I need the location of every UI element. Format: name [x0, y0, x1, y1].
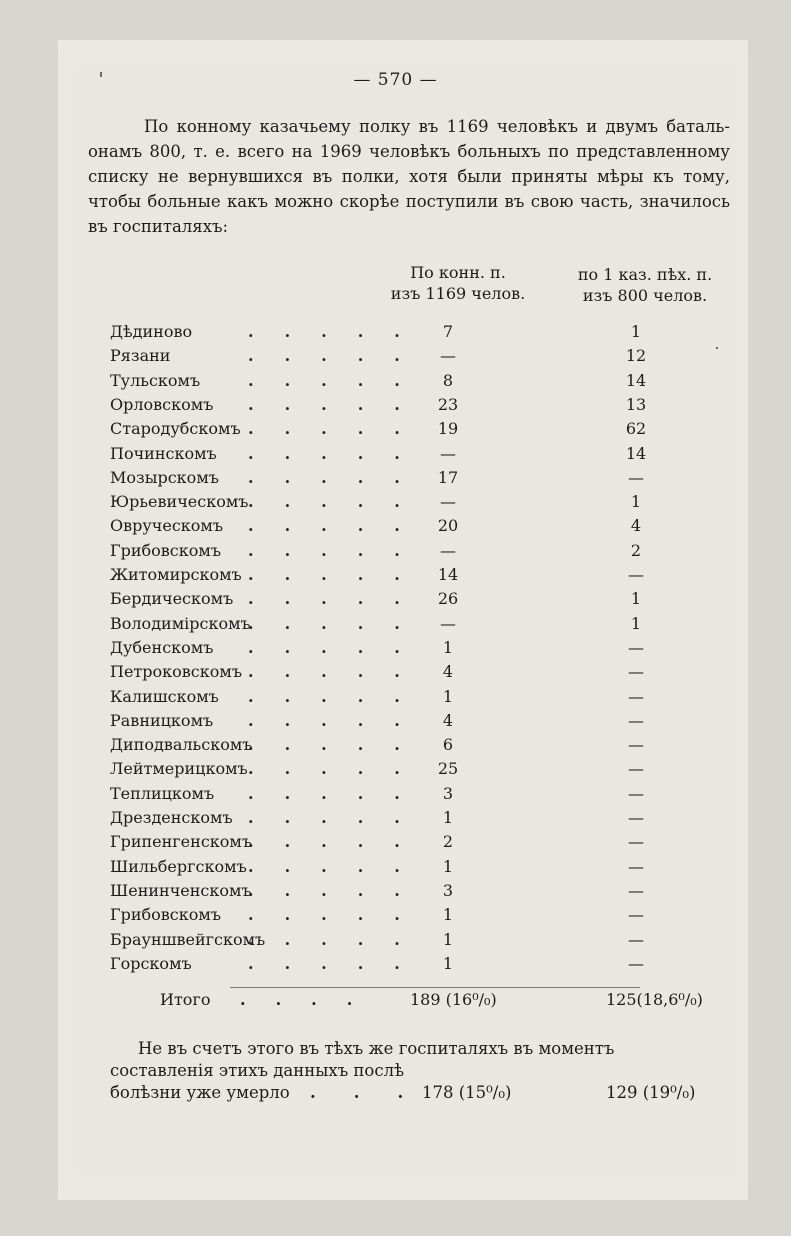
row-infantry-value: —: [628, 662, 644, 682]
table-row: [0, 563, 791, 587]
table-row: [0, 344, 791, 368]
row-dots: .....: [248, 492, 431, 512]
row-infantry-value: 1: [630, 613, 642, 633]
row-cavalry-value: 20: [437, 516, 459, 536]
row-dots: .....: [248, 759, 431, 779]
table-row: [0, 466, 791, 490]
table-row: [0, 757, 791, 781]
table-row: [0, 612, 791, 636]
table-row: [0, 733, 791, 757]
row-city: Дубенскомъ: [110, 637, 214, 657]
row-infantry-value: —: [628, 905, 644, 925]
column-header-cavalry: [368, 262, 548, 304]
row-cavalry-value: —: [440, 346, 456, 366]
row-infantry-value: 1: [630, 492, 642, 512]
row-city: Грибовскомъ: [110, 540, 221, 560]
column-header-infantry-line1: по 1 каз. пѣх. п.: [577, 265, 713, 284]
table-row: [0, 685, 791, 709]
row-infantry-value: —: [628, 710, 644, 730]
row-infantry-value: —: [628, 856, 644, 876]
row-dots: .....: [248, 419, 431, 439]
row-cavalry-value: 2: [442, 832, 454, 852]
table-row: [0, 490, 791, 514]
row-infantry-value: —: [628, 759, 644, 779]
row-cavalry-value: 1: [442, 929, 454, 949]
row-infantry-value: 14: [625, 370, 647, 390]
row-city: Равницкомъ: [110, 710, 214, 730]
row-city: Рязани: [110, 346, 171, 366]
row-infantry-value: —: [628, 953, 644, 973]
table-row: [0, 830, 791, 854]
table-row: [0, 514, 791, 538]
row-dots: .....: [248, 540, 431, 560]
row-city: Володимiрскомъ: [110, 613, 251, 633]
row-cavalry-value: 8: [442, 370, 454, 390]
row-dots: .....: [248, 686, 431, 706]
table-row: [0, 879, 791, 903]
died-infantry: 129 (19⁰/₀): [606, 1083, 696, 1102]
row-cavalry-value: 1: [442, 808, 454, 827]
row-infantry-value: —: [628, 880, 644, 900]
row-city: Диподвальскомъ: [110, 735, 253, 755]
row-cavalry-value: 1: [442, 905, 454, 925]
row-cavalry-value: 4: [442, 662, 454, 682]
table-row: [0, 587, 791, 611]
row-dots: .....: [248, 467, 431, 487]
row-city: Тульскомъ: [110, 370, 201, 390]
died-dots: ...: [310, 1083, 442, 1102]
row-dots: .....: [248, 953, 431, 973]
row-cavalry-value: —: [440, 492, 456, 512]
row-city: Починскомъ: [110, 443, 217, 463]
row-dots: .....: [248, 856, 431, 876]
row-city: Шенинченскомъ: [110, 880, 252, 900]
row-cavalry-value: 1: [442, 953, 454, 973]
row-infantry-value: 1: [630, 589, 642, 609]
row-cavalry-value: 25: [437, 759, 459, 779]
table-row: [0, 855, 791, 879]
table-row: [0, 782, 791, 806]
table-row: [0, 806, 791, 830]
row-infantry-value: —: [628, 686, 644, 706]
row-city: Грипенгенскомъ: [110, 832, 253, 852]
died-cavalry: 178 (15⁰/₀): [422, 1083, 512, 1102]
table-row: [0, 393, 791, 417]
column-header-cavalry-line1: По конн. п.: [410, 263, 506, 282]
row-infantry-value: —: [628, 467, 644, 487]
after-text: Не въ счетъ этого въ тѣхъ же госпиталяхъ въ моментъ составленія этихъ данныхъ послѣ: [110, 1039, 615, 1080]
table-row: [0, 952, 791, 976]
row-cavalry-value: 26: [437, 589, 459, 609]
row-dots: .....: [248, 516, 431, 536]
row-city: Мозырскомъ: [110, 467, 219, 487]
row-dots: .....: [248, 443, 431, 463]
row-dots: .....: [248, 880, 431, 900]
table-row: [0, 369, 791, 393]
scan-speck: [100, 72, 102, 77]
row-infantry-value: —: [628, 929, 644, 949]
row-infantry-value: 14: [625, 443, 647, 463]
row-dots: .....: [248, 735, 431, 755]
row-city: Стародубскомъ: [110, 419, 241, 439]
scan-speck: [716, 347, 718, 349]
row-infantry-value: —: [628, 565, 644, 584]
row-city: Овруческомъ: [110, 516, 224, 536]
row-dots: .....: [248, 589, 431, 609]
row-cavalry-value: —: [440, 443, 456, 463]
row-infantry-value: 4: [630, 516, 642, 536]
row-dots: .....: [248, 346, 431, 366]
row-city: Орловскомъ: [110, 394, 214, 414]
row-cavalry-value: 23: [437, 394, 459, 414]
row-dots: .....: [248, 662, 431, 682]
row-cavalry-value: 6: [442, 735, 454, 755]
row-city: Горскомъ: [110, 953, 192, 973]
row-cavalry-value: 3: [442, 783, 454, 803]
row-cavalry-value: 19: [437, 419, 459, 439]
row-city: Брауншвейгскомъ: [110, 929, 266, 949]
row-city: Петроковскомъ: [110, 662, 243, 682]
row-infantry-value: —: [628, 637, 644, 657]
row-city: Теплицкомъ: [110, 783, 215, 803]
column-header-infantry: [550, 264, 740, 306]
row-city: Бердическомъ: [110, 589, 234, 609]
row-cavalry-value: 3: [442, 880, 454, 900]
row-dots: .....: [248, 905, 431, 925]
row-cavalry-value: 14: [437, 565, 459, 584]
row-infantry-value: 1: [630, 322, 642, 341]
row-cavalry-value: 4: [442, 710, 454, 730]
row-dots: .....: [248, 929, 431, 949]
column-header-cavalry-line2: изъ 1169 челов.: [390, 284, 526, 303]
row-dots: .....: [248, 808, 431, 827]
row-cavalry-value: 7: [442, 322, 454, 341]
died-label: болѣзни уже умерло: [110, 1083, 290, 1102]
row-dots: .....: [248, 832, 431, 852]
row-city: Житомирскомъ: [110, 565, 242, 584]
row-dots: .....: [248, 370, 431, 390]
total-infantry: 125(18,6⁰/₀): [606, 990, 703, 1009]
row-dots: .....: [248, 565, 431, 584]
row-cavalry-value: —: [440, 540, 456, 560]
column-header-infantry-line2: изъ 800 челов.: [582, 286, 708, 305]
table-row: [0, 709, 791, 733]
total-dots: ....: [240, 990, 383, 1009]
row-cavalry-value: 17: [437, 467, 459, 487]
row-city: Грибовскомъ: [110, 905, 221, 925]
row-dots: .....: [248, 613, 431, 633]
row-infantry-value: —: [628, 832, 644, 852]
table-row: [0, 417, 791, 441]
row-infantry-value: 62: [625, 419, 647, 439]
table-row: [0, 660, 791, 684]
total-cavalry: 189 (16⁰/₀): [410, 990, 497, 1009]
total-label: Итого: [160, 990, 211, 1009]
table-row: [0, 539, 791, 563]
row-infantry-value: 12: [625, 346, 647, 366]
row-dots: .....: [248, 637, 431, 657]
row-city: Шильбергскомъ: [110, 856, 247, 876]
row-city: Дѣдиново: [110, 322, 193, 341]
row-infantry-value: 2: [630, 540, 642, 560]
table-row: [0, 928, 791, 952]
row-dots: .....: [248, 783, 431, 803]
row-infantry-value: —: [628, 783, 644, 803]
row-cavalry-value: 1: [442, 856, 454, 876]
row-infantry-value: —: [628, 735, 644, 755]
row-dots: .....: [248, 710, 431, 730]
intro-paragraph: По конному казачьему полку въ 1169 человѣкъ и двумъ батальонамъ 800, т. е. всего на 1969 человѣкъ больныхъ по представленному списку не вернувшихся въ полки, хотя были приняты мѣры къ тому, чтобы больные какъ можно скорѣе поступили въ свою часть, значилось въ госпиталяхъ:: [88, 117, 730, 236]
row-cavalry-value: 1: [442, 637, 454, 657]
table-row: [0, 636, 791, 660]
row-cavalry-value: —: [440, 613, 456, 633]
row-infantry-value: 13: [625, 394, 647, 414]
table-row: [0, 320, 791, 344]
page-number: — 570 —: [353, 70, 438, 90]
row-infantry-value: —: [628, 808, 644, 827]
row-dots: .....: [248, 322, 431, 341]
row-cavalry-value: 1: [442, 686, 454, 706]
table-row: [0, 903, 791, 927]
table-row: [0, 442, 791, 466]
row-city: Юрьевическомъ: [110, 492, 249, 512]
row-city: Калишскомъ: [110, 686, 219, 706]
row-city: Лейтмерицкомъ: [110, 759, 248, 779]
row-city: Дрезденскомъ: [110, 808, 233, 827]
row-dots: .....: [248, 394, 431, 414]
